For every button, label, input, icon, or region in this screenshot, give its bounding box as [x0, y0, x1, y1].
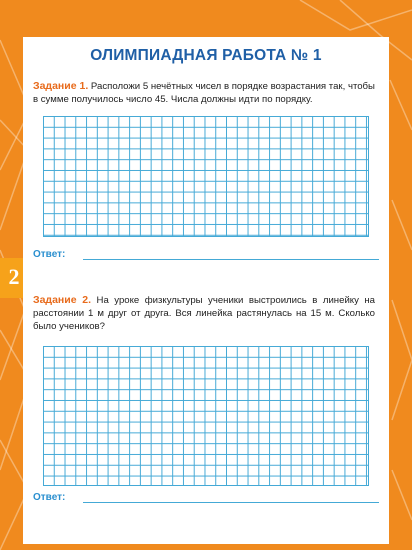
task-1-answer-line[interactable]	[83, 259, 379, 260]
task-2-grid[interactable]	[43, 346, 369, 486]
task-1	[33, 80, 375, 106]
task-1-text: Расположи 5 нечётных чисел в порядке возрастания так, чтобы в сумме получилось число 45. Числа должны идти по порядку.	[33, 81, 375, 105]
page-number: 2	[8, 264, 20, 289]
task-2-answer	[33, 492, 379, 506]
task-1-grid[interactable]	[43, 116, 369, 237]
page-title: ОЛИМПИАДНАЯ РАБОТА № 1	[90, 47, 322, 64]
task-1-answer-label: Ответ:	[33, 249, 66, 260]
task-2-text: На уроке физкультуры ученики выстроились в линейку на расстоянии 1 м друг от друга. Вся линейка растянулась на 15 м. Сколько было учеников?	[33, 295, 376, 332]
task-2-answer-line[interactable]	[83, 502, 379, 503]
task-1-answer	[33, 249, 379, 263]
task-2-label: Задание 2.	[33, 294, 92, 306]
task-2-answer-label: Ответ:	[33, 492, 66, 503]
task-2	[33, 294, 375, 333]
task-1-label: Задание 1.	[33, 80, 89, 92]
worksheet	[23, 37, 389, 544]
